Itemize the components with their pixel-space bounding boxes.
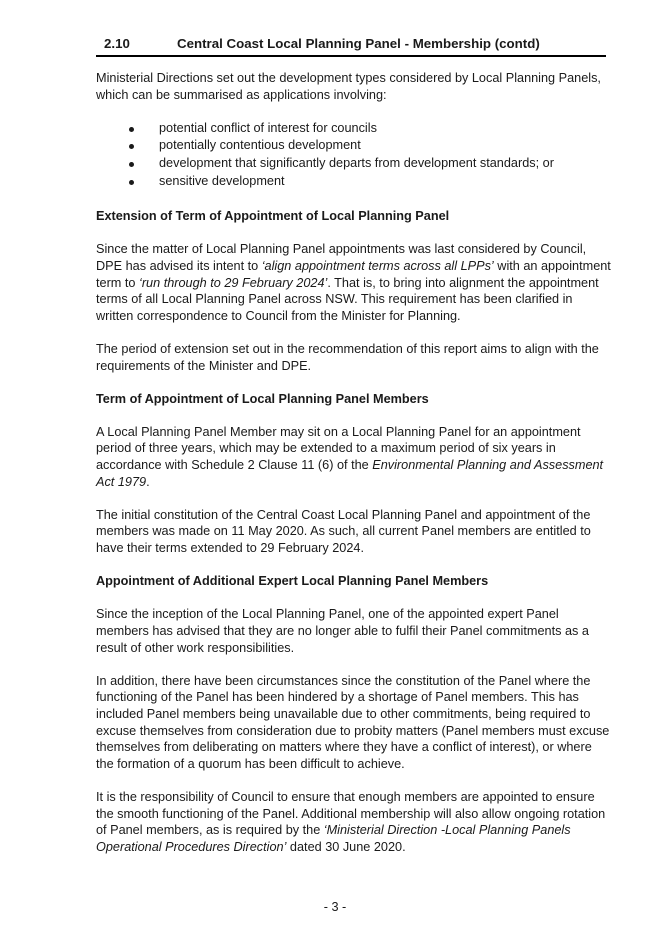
additional-paragraph-2: In addition, there have been circumstances since the constitution of the Panel where the functioning of the Panel has been hindered by a shortage of Panel members. This has included Panel members being unavailable due to other commitments, being required to excuse themselves from consideration due to probity matters (Panel members must excuse themselves from deliberating on matters where they have a conflict of interest), or where the formation of a quorum has been difficult to achieve. [96,673,610,771]
text-run: A Local Planning Panel Member may sit on a Local Planning Panel for an appointment period of three years, which may be extended to a maximum period of six years in accordance with Schedule 2 Clause 11 (6) of the [96,424,581,473]
text-run: It is the responsibility of Council to ensure that enough members are appointed to ensure the smooth functioning of the Panel. Additional membership will also allow ongoing rotation of Panel members, as is required by the [96,789,606,838]
list-item-text: potentially contentious development [159,138,361,153]
page-header-title: Central Coast Local Planning Panel - Membership (contd) [177,36,540,51]
list-item [96,173,611,191]
quoted-text: ‘align appointment terms across all LPPs’ [261,258,494,273]
additional-paragraph-1: Since the inception of the Local Planning Panel, one of the appointed expert Panel members has advised that they are no longer able to fulfil their Panel commitments as a result of other work responsibilities. [96,607,589,655]
section-heading-term: Term of Appointment of Local Planning Panel Members [96,391,429,406]
document-body [96,70,611,855]
list-item-text: development that significantly departs from development standards; or [159,155,554,170]
extension-paragraph-2: The period of extension set out in the recommendation of this report aims to align with the requirements of the Minister and DPE. [96,341,599,373]
list-item-text: potential conflict of interest for councils [159,120,377,135]
bullet-icon [129,180,134,185]
section-heading-additional: Appointment of Additional Expert Local Planning Panel Members [96,574,489,589]
bullet-icon [129,144,134,149]
text-run: dated 30 June 2020. [286,839,406,854]
act-title: Environmental Planning and Assessment Act 1979 [96,458,604,489]
term-paragraph-2: The initial constitution of the Central Coast Local Planning Panel and appointment of the members was made on 11 May 2020. As such, all current Panel members are entitled to have their terms extended to 29 February 2024. [96,507,591,556]
section-number: 2.10 [104,36,130,51]
list-item-text: sensitive development [159,173,285,188]
direction-title: ‘Ministerial Direction -Local Planning Panels Operational Procedures Direction’ [96,823,571,854]
list-item [96,155,611,173]
text-run: . [146,474,150,489]
additional-paragraph-3 [96,789,611,855]
extension-paragraph-1 [96,241,611,324]
intro-paragraph: Ministerial Directions set out the development types considered by Local Planning Panels, which can be summarised as applications involving: [96,71,601,102]
text-run: . That is, to bring into alignment the appointment terms of all Local Planning Panel across NSW. This requirement has been clarified in written correspondence to Council from the Minister for Planning. [96,275,599,323]
bullet-icon [129,162,134,167]
list-item [96,137,611,155]
development-types-list [96,120,611,190]
section-heading-extension: Extension of Term of Appointment of Local Planning Panel [96,209,450,224]
text-run: Since the matter of Local Planning Panel appointments was last considered by Council, DPE has advised its intent to [96,242,587,273]
term-paragraph-1 [96,424,611,490]
text-run: with an appointment term to [96,258,611,290]
quoted-text: ‘run through to 29 February 2024’ [139,275,328,290]
list-item [96,120,611,138]
bullet-icon [129,127,134,132]
page-number: - 3 - [323,900,347,914]
page-header [96,36,606,57]
